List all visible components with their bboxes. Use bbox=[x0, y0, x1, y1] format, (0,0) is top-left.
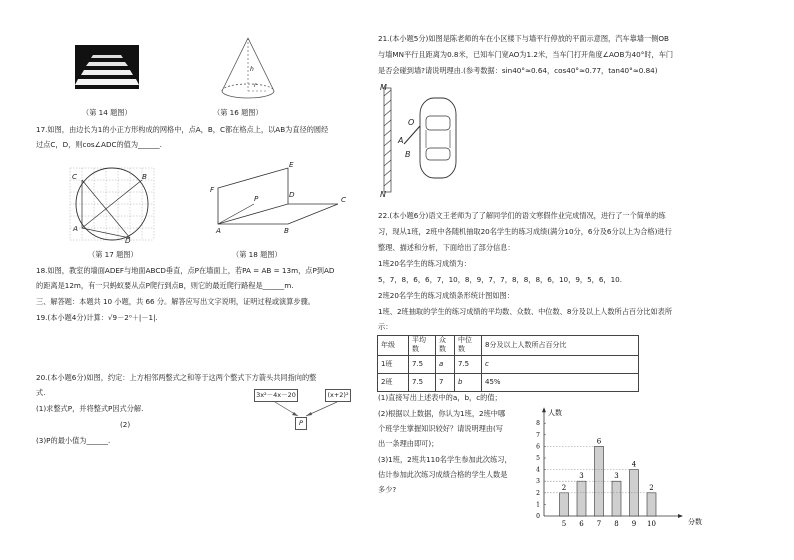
q18-line1: 18.如图，教室的墙面ADEF与地面ABCD垂直，点P在墙面上，若PA = AB = 13m，点P到AD bbox=[36, 266, 335, 275]
bar-value-label: 4 bbox=[631, 460, 637, 469]
table-header-cell: 8分及以上人数所占百分比 bbox=[482, 336, 639, 356]
table-cell: 7.5 bbox=[455, 355, 482, 373]
q22-sub2b: 个班学生掌握知识较好？请说明理由(写 bbox=[378, 424, 503, 433]
q22-line5: 2班20名学生的练习成绩条形统计图如图： bbox=[378, 291, 514, 300]
q20-line3: (1)求整式P，并将整式P因式分解. bbox=[36, 404, 144, 413]
x-axis-arrow bbox=[678, 514, 683, 518]
table-cell: 2班 bbox=[378, 373, 409, 391]
q22-sub3b: 估计参加此次练习成绩合格的学生人数是 bbox=[378, 470, 508, 479]
fig17-label-B: B bbox=[142, 172, 147, 181]
table-cell: 1班 bbox=[378, 355, 409, 373]
fig14-caption: （第 14 题图） bbox=[82, 108, 132, 117]
bar-value-label: 6 bbox=[596, 437, 602, 446]
table-row bbox=[378, 355, 639, 373]
fig14-photo bbox=[75, 45, 139, 89]
bar bbox=[577, 481, 586, 516]
y-tick-label: 2 bbox=[536, 489, 540, 497]
q22-sub1: (1)直接写出上述表中的a，b，c的值； bbox=[378, 393, 502, 402]
q20-box-right: (x+2)² bbox=[325, 389, 351, 402]
fig16-r-label: r bbox=[254, 82, 257, 89]
q22-line6: 1班、2班抽取的学生的练习成绩的平均数、众数、中位数、8分及以上人数所占百分比如表所 bbox=[378, 307, 673, 316]
q22-sub2a: (2)根据以上数据，你认为1班，2班中哪 bbox=[378, 409, 506, 418]
bar-value-label: 3 bbox=[614, 472, 619, 481]
bar bbox=[612, 481, 621, 516]
y-tick-label: 8 bbox=[536, 420, 540, 428]
fig17-label-A: A bbox=[73, 224, 78, 233]
y-tick-label: 3 bbox=[536, 478, 540, 486]
table-cell: b bbox=[455, 373, 482, 391]
q21-line3: 是否会碰到墙?请说明理由.(参考数据：sin40°≈0.64，cos40°≈0.77，tan40°≈0.84) bbox=[378, 66, 658, 75]
q22-line3: 整理、描述和分析，下面给出了部分信息： bbox=[378, 243, 515, 252]
table-header-cell: 众数 bbox=[436, 336, 455, 356]
q22-sub3c: 多少? bbox=[378, 485, 397, 494]
q21-label-B: B bbox=[405, 150, 411, 159]
q20-line2: 式. bbox=[36, 388, 46, 397]
table-header-cell: 年级 bbox=[378, 336, 409, 356]
fig18-caption: （第 18 题图） bbox=[232, 250, 282, 259]
table-header-row bbox=[378, 336, 639, 356]
stats-table bbox=[377, 335, 639, 392]
q18-line2: 的距离是12m，有一只蚂蚁要从点P爬行到点B，则它的最近爬行路程是______m. bbox=[36, 281, 294, 290]
fig17-caption: （第 17 题图） bbox=[88, 250, 138, 259]
q22-sub2c: 出一条理由即可)； bbox=[378, 439, 439, 448]
x-axis-label: 分数 bbox=[688, 518, 702, 526]
fig18-label-D: D bbox=[289, 190, 295, 199]
y-tick-label: 5 bbox=[536, 455, 540, 462]
q17-line1: 17.如图，由边长为1的小正方形构成的网格中，点A，B，C都在格点上，以AB为直径的圆经 bbox=[36, 125, 329, 134]
fig16-cone bbox=[218, 36, 278, 102]
q21-car-diagram bbox=[378, 86, 468, 196]
q21-label-N: N bbox=[380, 190, 386, 199]
bar-value-label: 3 bbox=[579, 472, 584, 481]
fig18-label-B: B bbox=[284, 226, 289, 235]
fig16-caption: （第 16 题图） bbox=[213, 108, 263, 117]
y-tick-label: 0 bbox=[536, 513, 540, 520]
x-tick-label: 5 bbox=[561, 520, 567, 528]
q19-text: 19.(本小题4分)计算：√9－2⁰＋|－1|. bbox=[36, 313, 158, 322]
y-tick-label: 4 bbox=[536, 466, 540, 474]
q21-line1: 21.(本小题5分)如图是陈老师的车在小区楼下与墙平行停放的平面示意图，汽车靠墙一侧OB bbox=[378, 34, 669, 43]
fig18-label-E: E bbox=[289, 160, 294, 169]
y-axis-label: 人数 bbox=[548, 409, 562, 418]
bar-value-label: 2 bbox=[649, 483, 654, 492]
table-cell: 7.5 bbox=[409, 373, 436, 391]
q21-label-M: M bbox=[380, 83, 387, 92]
bar bbox=[647, 493, 656, 516]
y-tick-label: 1 bbox=[536, 501, 540, 509]
x-tick-label: 7 bbox=[596, 520, 602, 528]
x-tick-label: 6 bbox=[579, 520, 584, 528]
table-cell: 7 bbox=[436, 373, 455, 391]
q21-label-O: O bbox=[408, 118, 415, 127]
fig18-label-C: C bbox=[341, 195, 347, 204]
x-tick-label: 9 bbox=[631, 520, 637, 528]
y-axis-arrow bbox=[542, 407, 546, 412]
fig18-label-A: A bbox=[216, 226, 221, 235]
bar bbox=[560, 493, 569, 516]
table-header-cell: 平均数 bbox=[409, 336, 436, 356]
table-row bbox=[378, 373, 639, 391]
q22-line1: 22.(本小题6分)语文王老师为了了解同学们的语文寒假作业完成情况，进行了一个简单的练 bbox=[378, 211, 666, 220]
crosswalk-stripes-graphic bbox=[75, 45, 139, 89]
y-tick-label: 7 bbox=[536, 431, 540, 439]
fig17-label-C: C bbox=[72, 172, 78, 181]
q20-line1: 20.(本小题6分)如图，约定：上方相邻两整式之和等于这两个整式下方箭头共同指向的整 bbox=[36, 373, 317, 382]
q22-scores: 5，7，8，6，6，7，10，8，9，7，7，8，8，8，6，10，9，5，6，10. bbox=[378, 275, 623, 284]
x-tick-label: 10 bbox=[647, 520, 656, 528]
fig17-label-D: D bbox=[125, 236, 131, 245]
table-cell: 7.5 bbox=[409, 355, 436, 373]
q22-line7: 示： bbox=[378, 322, 393, 331]
fig18-label-F: F bbox=[210, 185, 215, 194]
q20-box-p: P bbox=[295, 417, 307, 430]
q17-line2: 过点C，D，则cos∠ADC的值为______. bbox=[36, 140, 162, 149]
table-cell: a bbox=[436, 355, 455, 373]
table-cell: 45% bbox=[482, 373, 639, 391]
q20-arrows bbox=[254, 400, 364, 430]
section-3-heading: 三、解答题：本题共 10 小题，共 66 分。解答应写出文字说明，证明过程或演算步骤。 bbox=[36, 297, 315, 306]
q21-line2: 与墙MN平行且距离为0.8米，已知车门宽AO为1.2米，当车门打开角度∠AOB为40°时，车门 bbox=[378, 50, 674, 59]
class2-score-bar-chart bbox=[530, 398, 730, 538]
y-tick-label: 6 bbox=[536, 443, 540, 451]
q21-label-A: A bbox=[398, 136, 404, 145]
q20-part2: (2) bbox=[120, 420, 131, 429]
fig18-label-P: P bbox=[254, 194, 259, 203]
fig16-h-label: h bbox=[250, 66, 254, 73]
q22-line2: 习，现从1班，2班中各随机抽取20名学生的练习成绩(满分10分，6分及6分以上为合格)进行 bbox=[378, 227, 672, 236]
q22-sub3a: (3)1班，2班共110名学生参加此次练习， bbox=[378, 455, 512, 464]
q22-line4: 1班20名学生的练习成绩为： bbox=[378, 259, 471, 268]
x-tick-label: 8 bbox=[614, 520, 619, 528]
q20-line4: (3)P的最小值为______. bbox=[36, 436, 111, 445]
table-header-cell: 中位数 bbox=[455, 336, 482, 356]
q20-box-left: 3x²－4x－20 bbox=[254, 389, 298, 402]
table-cell: c bbox=[482, 355, 639, 373]
fig18-wall-floor bbox=[210, 160, 350, 230]
bar-value-label: 2 bbox=[561, 483, 567, 492]
